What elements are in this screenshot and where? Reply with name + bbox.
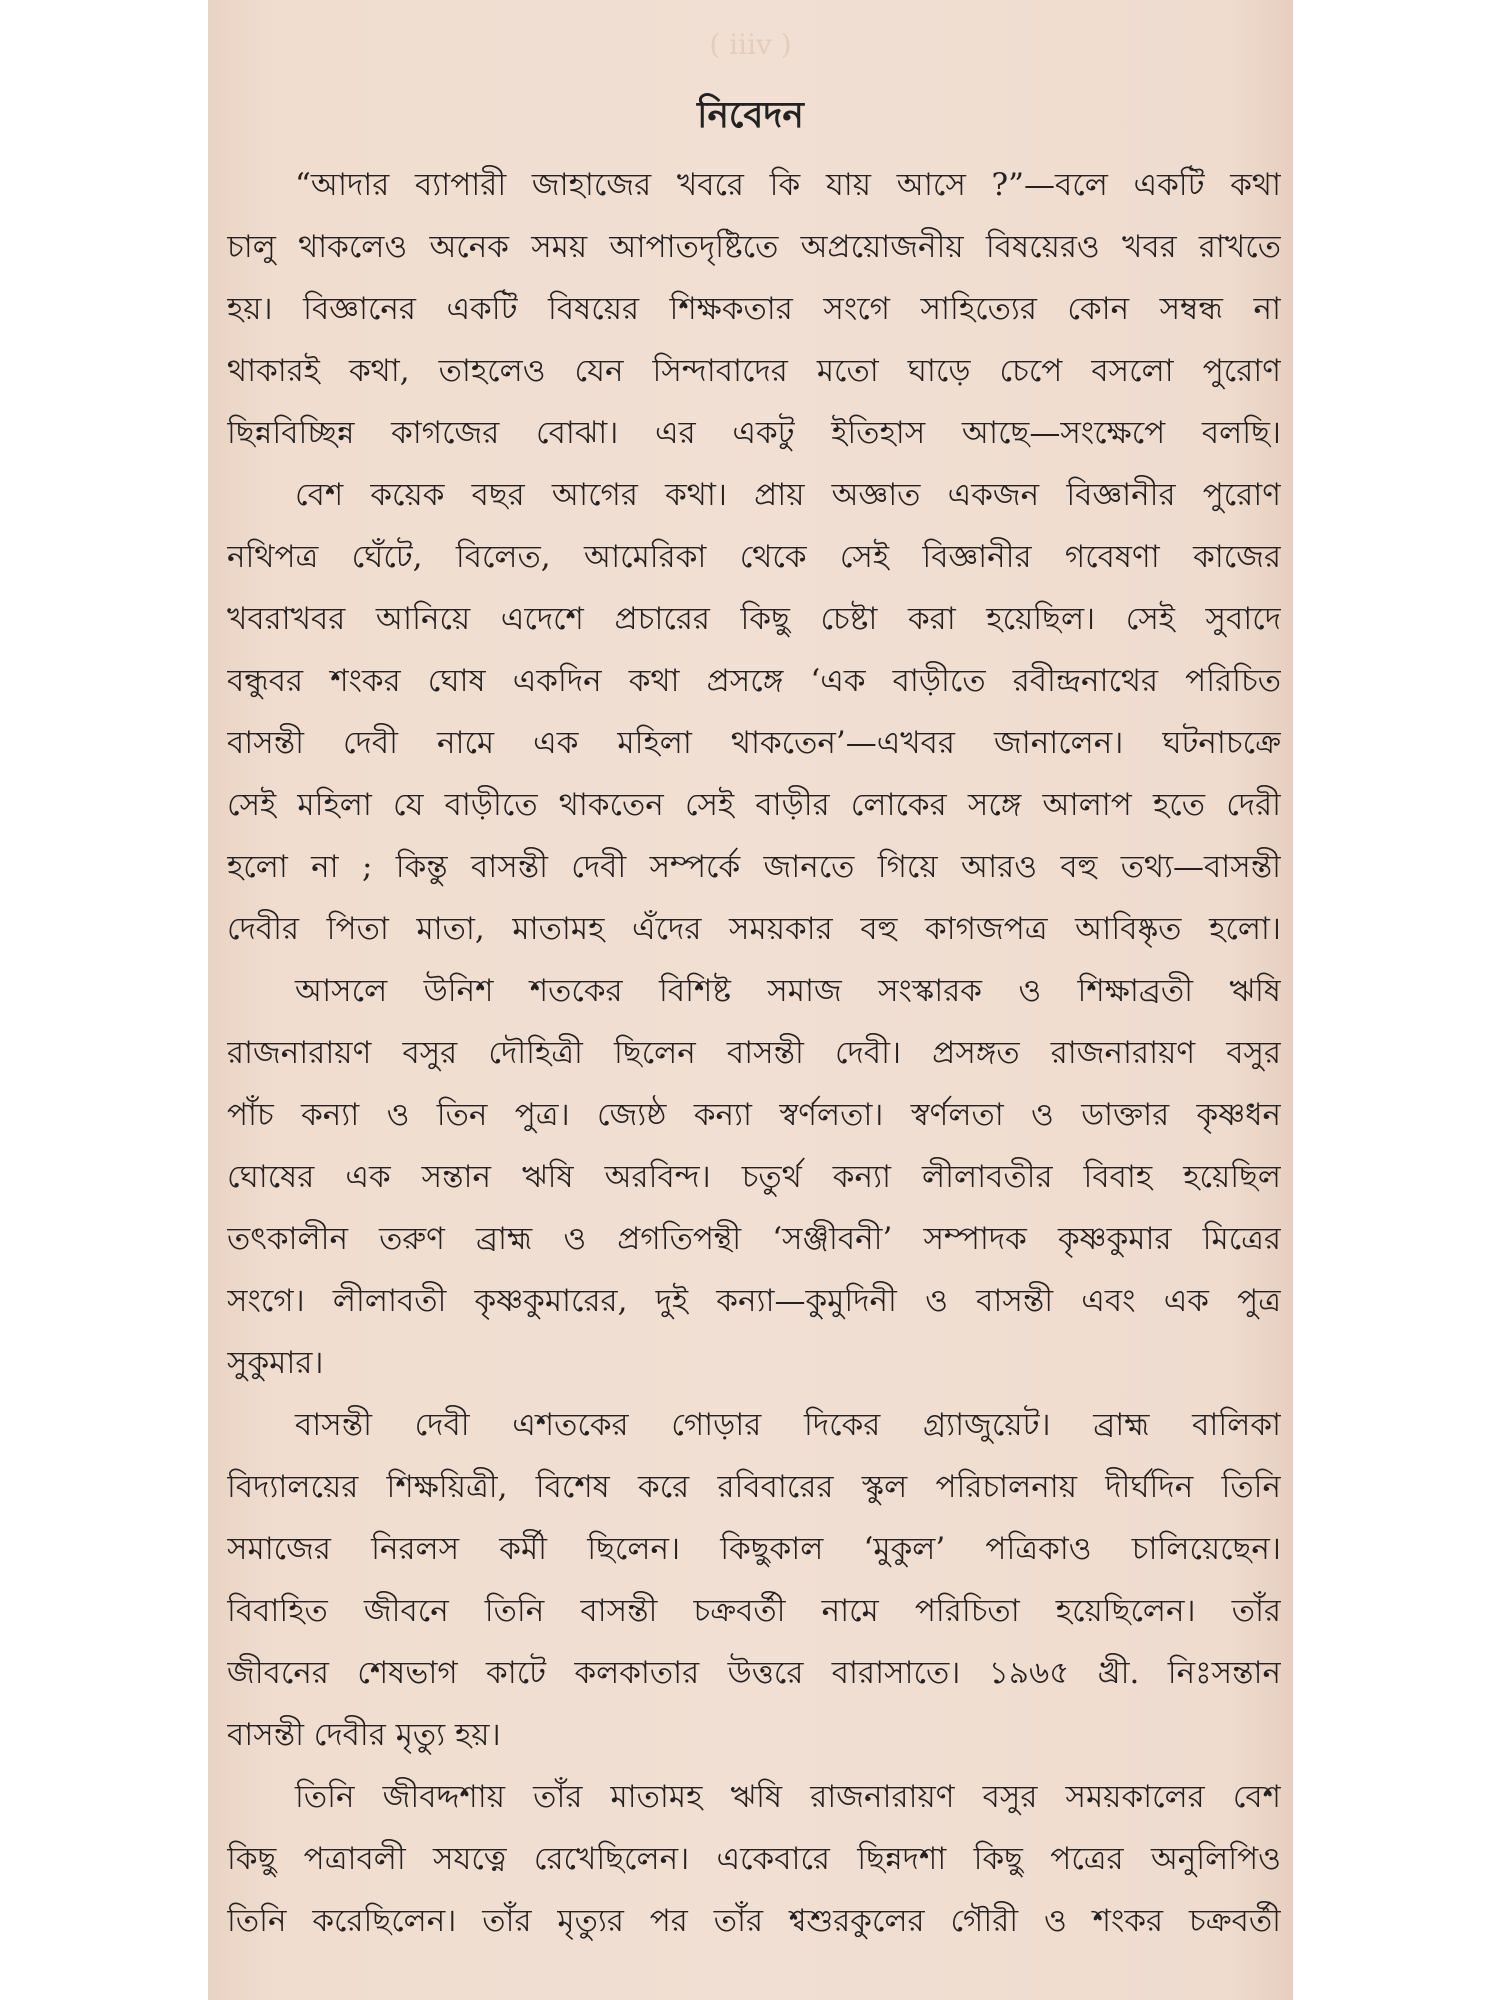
text-line: বন্ধুবর শংকর ঘোষ একদিন কথা প্রসঙ্গে ‘এক বাড়ীতে রবীন্দ্রনাথের পরিচিত [227,663,1281,699]
text-line: সেই মহিলা যে বাড়ীতে থাকতেন সেই বাড়ীর লোকের সঙ্গে আলাপ হতে দেরী [227,787,1281,823]
text-line: দেবীর পিতা মাতা, মাতামহ এঁদের সময়কার বহু কাগজপত্র আবিষ্কৃত হলো। [227,911,1281,947]
text-line: ছিন্নবিচ্ছিন্ন কাগজের বোঝা। এর একটু ইতিহাস আছে—সংক্ষেপে বলছি। [227,415,1281,451]
text-line: জীবনের শেষভাগ কাটে কলকাতার উত্তরে বারাসাতে। ১৯৬৫ খ্রী. নিঃসন্তান [227,1655,1281,1691]
text-line: বাসন্তী দেবী এশতকের গোড়ার দিকের গ্র্যাজুয়েট। ব্রাহ্ম বালিকা [295,1407,1281,1443]
page-title: নিবেদন [697,94,804,136]
text-line: নথিপত্র ঘেঁটে, বিলেত, আমেরিকা থেকে সেই বিজ্ঞানীর গবেষণা কাজের [227,539,1281,575]
book-page [208,0,1293,2000]
text-line: ঘোষের এক সন্তান ঋষি অরবিন্দ। চতুর্থ কন্যা লীলাবতীর বিবাহ হয়েছিল [227,1159,1281,1195]
text-line: থাকারই কথা, তাহলেও যেন সিন্দাবাদের মতো ঘাড়ে চেপে বসলো পুরোণ [227,353,1281,389]
text-line: “আদার ব্যাপারী জাহাজের খবরে কি যায় আসে ?”—বলে একটি কথা [295,167,1281,203]
text-line: তৎকালীন তরুণ ব্রাহ্ম ও প্রগতিপন্থী ‘সঞ্জীবনী’ সম্পাদক কৃষ্ণকুমার মিত্রের [227,1221,1281,1257]
text-line: বেশ কয়েক বছর আগের কথা। প্রায় অজ্ঞাত একজন বিজ্ঞানীর পুরোণ [295,477,1281,513]
text-line: তিনি জীবদ্দশায় তাঁর মাতামহ ঋষি রাজনারায়ণ বসুর সময়কালের বেশ [295,1779,1281,1815]
text-line: আসলে উনিশ শতকের বিশিষ্ট সমাজ সংস্কারক ও শিক্ষাব্রতী ঋষি [295,973,1281,1009]
text-line: বাসন্তী দেবীর মৃত্যু হয়। [227,1717,501,1753]
text-line: সমাজের নিরলস কর্মী ছিলেন। কিছুকাল ‘মুকুল’ পত্রিকাও চালিয়েছেন। [227,1531,1281,1567]
text-line: বিবাহিত জীবনে তিনি বাসন্তী চক্রবর্তী নামে পরিচিতা হয়েছিলেন। তাঁর [227,1593,1281,1629]
text-line: চালু থাকলেও অনেক সময় আপাতদৃষ্টিতে অপ্রয়োজনীয় বিষয়েরও খবর রাখতে [227,229,1281,265]
text-line: বিদ্যালয়ের শিক্ষয়িত্রী, বিশেষ করে রবিবারের স্কুল পরিচালনায় দীর্ঘদিন তিনি [227,1469,1281,1505]
text-line: হয়। বিজ্ঞানের একটি বিষয়ের শিক্ষকতার সংগে সাহিত্যের কোন সম্বন্ধ না [227,291,1281,327]
text-line: বাসন্তী দেবী নামে এক মহিলা থাকতেন’—এখবর জানালেন। ঘটনাচক্রে [227,725,1281,761]
text-line: সংগে। লীলাবতী কৃষ্ণকুমারের, দুই কন্যা—কুমুদিনী ও বাসন্তী এবং এক পুত্র [227,1283,1281,1319]
text-line: তিনি করেছিলেন। তাঁর মৃত্যুর পর তাঁর শ্বশুরকুলের গৌরী ও শংকর চক্রবর্তী [227,1903,1281,1939]
text-line: হলো না ; কিন্তু বাসন্তী দেবী সম্পর্কে জানতে গিয়ে আরও বহু তথ্য—বাসন্তী [227,849,1281,885]
text-line: খবরাখবর আনিয়ে এদেশে প্রচারের কিছু চেষ্টা করা হয়েছিল। সেই সুবাদে [227,601,1281,637]
page-number: ( iiiv ) [709,28,792,61]
text-line: পাঁচ কন্যা ও তিন পুত্র। জ্যেষ্ঠ কন্যা স্বর্ণলতা। স্বর্ণলতা ও ডাক্তার কৃষ্ণধন [227,1097,1281,1133]
text-line: রাজনারায়ণ বসুর দৌহিত্রী ছিলেন বাসন্তী দেবী। প্রসঙ্গত রাজনারায়ণ বসুর [227,1035,1281,1071]
body-text [227,154,1281,1952]
text-line: কিছু পত্রাবলী সযত্নে রেখেছিলেন। একেবারে ছিন্নদশা কিছু পত্রের অনুলিপিও [227,1841,1281,1877]
text-line: সুকুমার। [227,1345,324,1381]
